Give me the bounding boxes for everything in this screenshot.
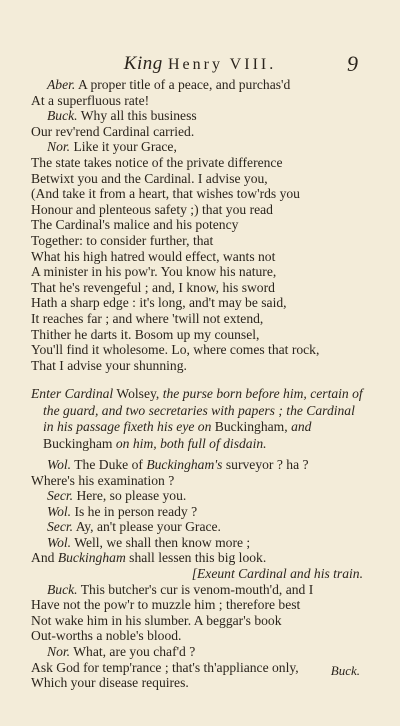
verse-line: [31, 93, 363, 109]
sd-name: Buckingham: [43, 435, 113, 451]
verse-line: [31, 342, 363, 358]
speaker-name: Buck.: [47, 108, 78, 124]
speaker-name: Wol.: [47, 456, 72, 472]
sd-text: the purse born before him, certain of the guard, and two secretaries with papers ; the Cardinal in his passage fixeth his eye on: [43, 386, 363, 435]
verse-line: [31, 171, 363, 187]
line-text: Ay, an't please your Grace.: [73, 519, 221, 535]
line-text: Well, we shall then know more ;: [71, 534, 251, 550]
running-header: [0, 52, 400, 76]
line-text: surveyor ? ha ?: [222, 456, 309, 472]
line-text: Have not the pow'r to muzzle him ; therefore best: [31, 597, 301, 613]
line-text: Where's his examination ?: [31, 472, 175, 488]
line-text: Which your disease requires.: [31, 675, 189, 691]
running-title: [0, 52, 400, 77]
verse-line: [31, 295, 363, 311]
verse-line: [31, 644, 363, 660]
speaker-name: Wol.: [47, 503, 72, 519]
speaker-name: Wol.: [47, 534, 72, 550]
character-name: Buckingham's: [146, 456, 223, 472]
line-text: Hath a sharp edge : it's long, and't may be said,: [31, 295, 287, 311]
line-text: The Cardinal's malice and his potency: [31, 217, 239, 233]
line-text: And: [31, 550, 58, 566]
verse-line: [31, 582, 363, 598]
page-number: 9: [347, 51, 358, 76]
verse-line: [31, 628, 363, 644]
verse-line: [31, 535, 363, 551]
verse-line: [31, 108, 363, 124]
speaker-name: Nor.: [47, 644, 71, 660]
verse-line: [31, 550, 363, 566]
line-text: Honour and plenteous safety ;) that you read: [31, 201, 273, 217]
line-text: It reaches far ; and where 'twill not extend,: [31, 310, 264, 326]
line-text: A minister in his pow'r. You know his nature,: [31, 264, 277, 280]
line-text: (And take it from a heart, that wishes tow'rds you: [31, 186, 300, 202]
verse-line: [31, 249, 363, 265]
sd-text: on him, both full of disdain.: [112, 435, 267, 451]
running-title-name: Henry VIII.: [167, 56, 277, 73]
line-text: Is he in person ready ?: [71, 503, 198, 519]
verse-line: [31, 124, 363, 140]
speaker-name: Nor.: [47, 139, 71, 155]
line-text: Together: to consider further, that: [31, 232, 214, 248]
verse-line: [31, 186, 363, 202]
verse-line: [31, 613, 363, 629]
verse-line: [31, 358, 363, 374]
verse-line: [31, 77, 363, 93]
line-text: A proper title of a peace, and purchas'd: [75, 77, 291, 92]
running-title-king: King: [123, 53, 163, 74]
sd-name: Buckingham,: [211, 419, 288, 435]
line-text: Ask God for temp'rance ; that's th'appliance only,: [31, 659, 299, 675]
line-text: Out-worths a noble's blood.: [31, 628, 182, 644]
stage-direction: [31, 386, 363, 452]
line-text: Thither he darts it. Bosom up my counsel,: [31, 326, 260, 342]
line-text: You'll find it wholesome. Lo, where comes that rock,: [31, 342, 320, 358]
verse-line: [31, 675, 363, 691]
sd-and: and: [287, 419, 312, 435]
line-text: The state takes notice of the private difference: [31, 154, 283, 170]
verse-line: [31, 139, 363, 155]
verse-line: [31, 660, 363, 676]
verse-line: [31, 280, 363, 296]
verse-line: [31, 202, 363, 218]
character-name: Buckingham: [57, 550, 126, 566]
speaker-name: Buck.: [47, 581, 78, 597]
verse-line: [31, 488, 363, 504]
speaker-name: Secr.: [47, 519, 74, 535]
line-text: That he's revengeful ; and, I know, his sword: [31, 279, 275, 295]
line-text: The Duke of: [71, 456, 147, 472]
speaker-name: Secr.: [47, 488, 74, 504]
line-text: Like it your Grace,: [70, 139, 177, 155]
catchword: Buck.: [330, 663, 360, 678]
verse-line: [31, 233, 363, 249]
line-text: At a superfluous rate!: [31, 92, 150, 108]
verse-line: [31, 327, 363, 343]
line-text: What his high hatred would effect, wants not: [31, 248, 276, 264]
line-text: shall lessen this big look.: [125, 550, 267, 566]
sd-enter: Enter Cardinal: [31, 386, 114, 402]
exeunt-direction: [Exeunt Cardinal and his train.: [191, 566, 363, 582]
sd-wolsey: Wolsey,: [113, 386, 163, 402]
line-text: Our rev'rend Cardinal carried.: [31, 123, 195, 139]
verse-line: [31, 519, 363, 535]
line-text: Not wake him in his slumber. A beggar's book: [31, 612, 282, 628]
line-text: Here, so please you.: [73, 488, 187, 504]
verse-line: [31, 457, 363, 473]
verse-line: [31, 217, 363, 233]
line-text: That I advise your shunning.: [31, 357, 187, 373]
verse-line: [31, 155, 363, 171]
line-text: Why all this business: [77, 108, 197, 124]
line-text: What, are you chaf'd ?: [70, 644, 196, 660]
play-text: [31, 77, 363, 691]
spacer: [31, 373, 363, 386]
speaker-name: Aber.: [47, 77, 76, 92]
verse-line: [31, 473, 363, 489]
verse-line: [31, 597, 363, 613]
verse-line: [31, 264, 363, 280]
line-text: This butcher's cur is venom-mouth'd, and I: [77, 581, 314, 597]
verse-line: [31, 504, 363, 520]
verse-line: [31, 311, 363, 327]
line-text: Betwixt you and the Cardinal. I advise you,: [31, 170, 268, 186]
